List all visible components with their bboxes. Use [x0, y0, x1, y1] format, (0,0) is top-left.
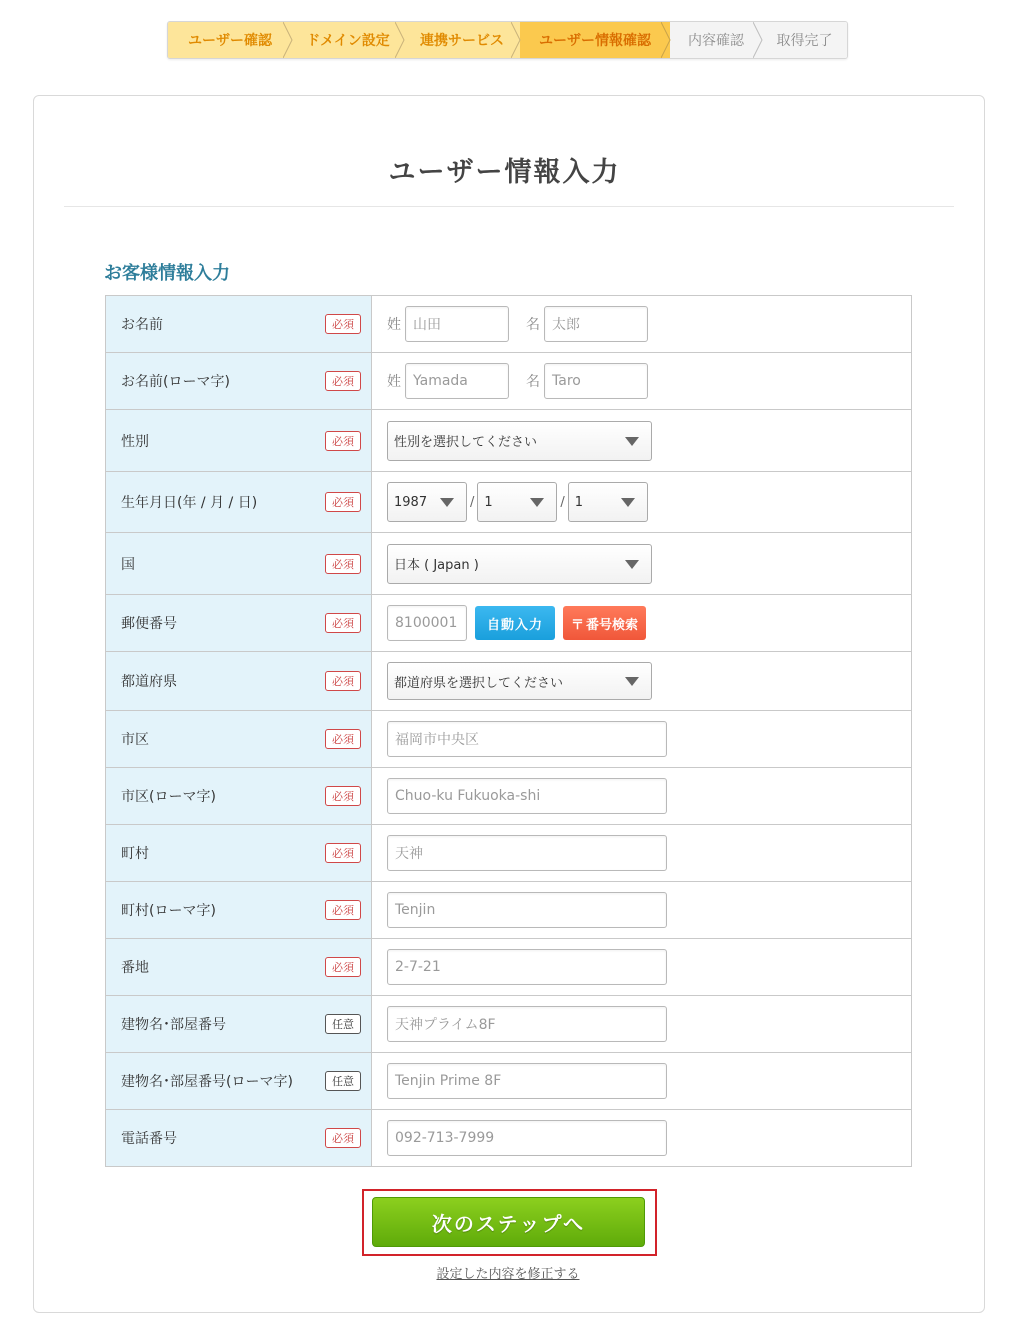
value-birthdate	[372, 472, 911, 532]
caret-down-icon	[625, 437, 639, 446]
step-user-info-confirm: ユーザー情報確認	[520, 22, 670, 58]
value-town	[372, 825, 911, 881]
customer-info-form	[105, 295, 912, 1167]
row-phone	[106, 1110, 911, 1166]
step-domain-setting: ドメイン設定	[292, 22, 404, 58]
value-name-roman	[372, 353, 911, 409]
value-postal	[372, 595, 911, 651]
required-badge: 必須	[325, 492, 361, 512]
city-roman-input[interactable]: Chuo-ku Fukuoka-shi	[387, 778, 667, 814]
label-birthdate: 生年月日(年 / 月 / 日) 必須	[106, 472, 372, 532]
phone-input[interactable]: 092-713-7999	[387, 1120, 667, 1156]
value-gender	[372, 410, 911, 471]
date-separator: /	[560, 494, 565, 510]
date-separator: /	[470, 494, 475, 510]
optional-badge: 任意	[325, 1014, 361, 1034]
last-name-roman-label: 姓	[387, 374, 401, 390]
required-badge: 必須	[325, 1128, 361, 1148]
label-city-roman: 市区(ローマ字) 必須	[106, 768, 372, 824]
required-badge: 必須	[325, 729, 361, 749]
caret-down-icon	[440, 498, 454, 507]
row-postal	[106, 595, 911, 652]
required-badge: 必須	[325, 371, 361, 391]
chevron-right-icon	[283, 22, 301, 58]
label-building-roman: 建物名･部屋番号(ローマ字) 任意	[106, 1053, 372, 1109]
progress-stepper	[167, 21, 848, 59]
label-address: 番地 必須	[106, 939, 372, 995]
row-building	[106, 996, 911, 1053]
required-badge: 必須	[325, 900, 361, 920]
first-name-label: 名	[526, 317, 540, 333]
country-select[interactable]: 日本 ( Japan )	[387, 544, 652, 584]
first-name-roman-label: 名	[526, 374, 540, 390]
birth-day-select[interactable]: 1	[568, 482, 648, 522]
section-title: お客様情報入力	[104, 263, 230, 284]
required-badge: 必須	[325, 671, 361, 691]
row-city	[106, 711, 911, 768]
label-town-roman: 町村(ローマ字) 必須	[106, 882, 372, 938]
label-name: お名前 必須	[106, 296, 372, 352]
step-user-confirm: ユーザー確認	[168, 22, 292, 58]
postal-mark-icon: 〒	[571, 617, 585, 633]
step-content-confirm: 内容確認	[670, 22, 762, 58]
edit-content-link[interactable]: 設定した内容を修正する	[436, 1267, 580, 1282]
optional-badge: 任意	[325, 1071, 361, 1091]
label-building: 建物名･部屋番号 任意	[106, 996, 372, 1052]
label-postal: 郵便番号 必須	[106, 595, 372, 651]
birth-month-select[interactable]: 1	[477, 482, 557, 522]
row-name-roman	[106, 353, 911, 410]
birth-year-select[interactable]: 1987	[387, 482, 467, 522]
value-address	[372, 939, 911, 995]
step-linked-service: 連携サービス	[404, 22, 520, 58]
prefecture-select[interactable]: 都道府県を選択してください	[387, 662, 652, 700]
row-city-roman	[106, 768, 911, 825]
chevron-right-icon	[661, 22, 679, 58]
chevron-right-icon	[395, 22, 413, 58]
chevron-right-icon	[511, 22, 529, 58]
value-city	[372, 711, 911, 767]
value-country	[372, 533, 911, 594]
last-name-input[interactable]: 山田	[405, 306, 509, 342]
building-input[interactable]: 天神プライム8F	[387, 1006, 667, 1042]
last-name-roman-input[interactable]: Yamada	[405, 363, 509, 399]
label-name-roman: お名前(ローマ字) 必須	[106, 353, 372, 409]
label-town: 町村 必須	[106, 825, 372, 881]
caret-down-icon	[530, 498, 544, 507]
value-building	[372, 996, 911, 1052]
last-name-label: 姓	[387, 317, 401, 333]
title-divider	[64, 206, 954, 207]
caret-down-icon	[625, 560, 639, 569]
building-roman-input[interactable]: Tenjin Prime 8F	[387, 1063, 667, 1099]
postal-code-input[interactable]: 8100001	[387, 605, 467, 641]
row-town-roman	[106, 882, 911, 939]
first-name-roman-input[interactable]: Taro	[544, 363, 648, 399]
first-name-input[interactable]: 太郎	[544, 306, 648, 342]
chevron-right-icon	[753, 22, 771, 58]
postal-search-button[interactable]: 〒 番号検索	[563, 606, 646, 640]
gender-select[interactable]: 性別を選択してください	[387, 421, 652, 461]
label-city: 市区 必須	[106, 711, 372, 767]
required-badge: 必須	[325, 613, 361, 633]
caret-down-icon	[621, 498, 635, 507]
row-building-roman	[106, 1053, 911, 1110]
value-phone	[372, 1110, 911, 1166]
row-country	[106, 533, 911, 595]
town-input[interactable]: 天神	[387, 835, 667, 871]
value-town-roman	[372, 882, 911, 938]
city-input[interactable]: 福岡市中央区	[387, 721, 667, 757]
row-prefecture	[106, 652, 911, 711]
value-city-roman	[372, 768, 911, 824]
label-gender: 性別 必須	[106, 410, 372, 471]
row-gender	[106, 410, 911, 472]
required-badge: 必須	[325, 843, 361, 863]
required-badge: 必須	[325, 431, 361, 451]
row-name	[106, 296, 911, 353]
town-roman-input[interactable]: Tenjin	[387, 892, 667, 928]
required-badge: 必須	[325, 957, 361, 977]
required-badge: 必須	[325, 314, 361, 334]
row-birthdate	[106, 472, 911, 533]
value-prefecture	[372, 652, 911, 710]
required-badge: 必須	[325, 786, 361, 806]
auto-fill-button[interactable]: 自動入力	[475, 606, 555, 640]
required-badge: 必須	[325, 554, 361, 574]
step-complete: 取得完了	[762, 22, 847, 58]
next-step-button[interactable]: 次のステップへ	[372, 1197, 645, 1247]
value-name	[372, 296, 911, 352]
value-building-roman	[372, 1053, 911, 1109]
row-address	[106, 939, 911, 996]
label-phone: 電話番号 必須	[106, 1110, 372, 1166]
label-country: 国 必須	[106, 533, 372, 594]
address-input[interactable]: 2-7-21	[387, 949, 667, 985]
row-town	[106, 825, 911, 882]
page-title: ユーザー情報入力	[388, 157, 621, 188]
caret-down-icon	[625, 677, 639, 686]
label-prefecture: 都道府県 必須	[106, 652, 372, 710]
